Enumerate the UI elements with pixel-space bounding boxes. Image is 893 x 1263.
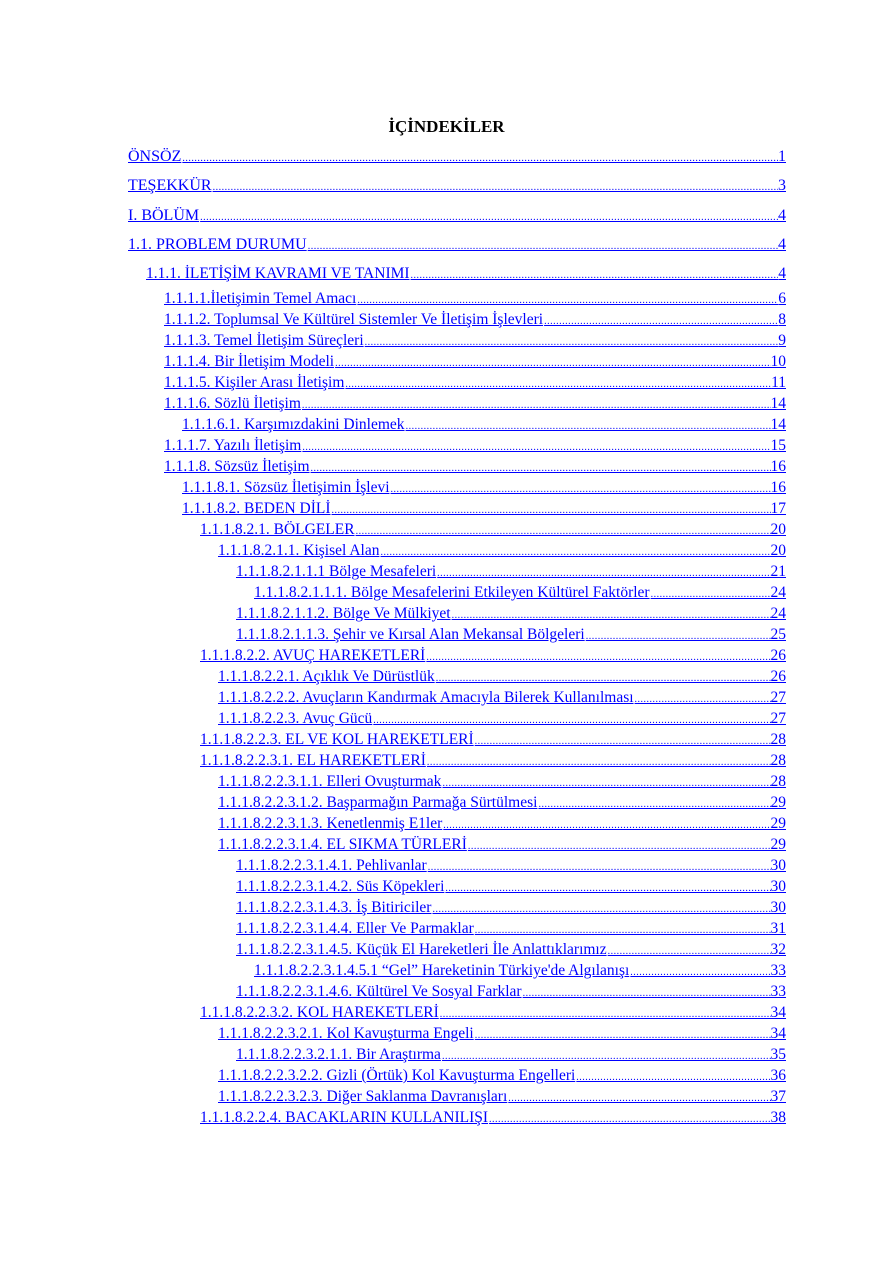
toc-entry-page: 9 <box>778 332 786 349</box>
dot-leader <box>199 208 778 228</box>
toc-entry-page: 24 <box>770 605 786 622</box>
dot-leader <box>301 396 771 416</box>
dot-leader <box>372 711 770 731</box>
dot-leader <box>634 690 771 710</box>
toc-entry-page: 16 <box>770 458 786 475</box>
toc-entry-label: 1.1.1.8.2.2.3.2. KOL HAREKETLERİ <box>200 1004 439 1021</box>
toc-entry-page: 15 <box>770 437 786 454</box>
dot-leader <box>405 417 771 437</box>
dot-leader <box>488 1110 770 1130</box>
toc-entry[interactable] <box>128 176 786 198</box>
dot-leader <box>441 1047 771 1067</box>
toc-entry-label: 1.1.1.8.2.2.3.1.2. Başparmağın Parmağa Sürtülmesi <box>218 794 538 811</box>
toc-entry-page: 17 <box>770 500 786 517</box>
dot-leader <box>543 312 778 332</box>
toc-entry-label: 1.1.1.8.2.2.3. EL VE KOL HAREKETLERİ <box>200 731 474 748</box>
toc-entry[interactable] <box>200 1108 786 1130</box>
toc-entry-label: 1.1.1.6.1. Karşımızdakini Dinlemek <box>182 416 405 433</box>
toc-entry[interactable] <box>218 772 786 794</box>
dot-leader <box>435 669 771 689</box>
toc-entry-label: 1.1.1.8.2.1.1.2. Bölge Ve Mülkiyet <box>236 605 451 622</box>
dot-leader <box>629 963 770 983</box>
toc-entry-page: 30 <box>770 857 786 874</box>
toc-entry-label: 1.1.1.8.2.2.3.1.4.5. Küçük El Hareketleri İle Anlattıklarımız <box>236 941 607 958</box>
dot-leader <box>307 237 778 257</box>
toc-entry-page: 4 <box>778 236 786 253</box>
toc-entry-page: 4 <box>778 207 786 224</box>
toc-entry[interactable] <box>128 206 786 228</box>
toc-entry-label: 1.1.1.8.2.2.3.1.4.4. Eller Ve Parmaklar <box>236 920 474 937</box>
toc-entry[interactable] <box>236 1045 786 1067</box>
toc-entry-label: 1.1.1.4. Bir İletişim Modeli <box>164 353 335 370</box>
toc-entry[interactable] <box>236 940 786 962</box>
toc-entry[interactable] <box>218 688 786 710</box>
toc-entry[interactable] <box>182 415 786 437</box>
toc-entry[interactable] <box>200 730 786 752</box>
dot-leader <box>334 354 770 374</box>
toc-entry-label: I. BÖLÜM <box>128 207 200 224</box>
dot-leader <box>427 858 771 878</box>
toc-entry[interactable] <box>236 625 786 647</box>
toc-entry-label: 1.1.1.8.2.2.3.1. EL HAREKETLERİ <box>200 752 426 769</box>
toc-entry-label: 1.1.1.1.İletişimin Temel Amacı <box>164 290 357 307</box>
toc-entry-label: 1.1.1.8.2.2.2. Avuçların Kandırmak Amacıyla Bilerek Kullanılması <box>218 689 634 706</box>
toc-entry-page: 29 <box>770 794 786 811</box>
dot-leader <box>537 795 770 815</box>
dot-leader <box>441 774 770 794</box>
dot-leader <box>607 942 771 962</box>
toc-entry-page: 29 <box>770 815 786 832</box>
toc-entry[interactable] <box>200 520 786 542</box>
toc-entry-label: 1.1.1.8.2.1.1.3. Şehir ve Kırsal Alan Mekansal Bölgeleri <box>236 626 585 643</box>
toc-entry[interactable] <box>164 310 786 332</box>
dot-leader <box>344 375 771 395</box>
toc-entry[interactable] <box>236 877 786 899</box>
toc-entry-label: 1.1.1.8.2.2.3.1.1. Elleri Ovuşturmak <box>218 773 442 790</box>
toc-entry[interactable] <box>218 793 786 815</box>
dot-leader <box>431 900 770 920</box>
toc-entry-page: 28 <box>770 773 786 790</box>
toc-entry-label: 1.1.1.8.2.1.1.1 Bölge Mesafeleri <box>236 563 437 580</box>
dot-leader <box>310 459 771 479</box>
dot-leader <box>439 1005 771 1025</box>
toc-entry-page: 27 <box>770 710 786 727</box>
toc-entry-label: 1.1.1.8.2.2.3. Avuç Gücü <box>218 710 373 727</box>
dot-leader <box>181 149 778 169</box>
dot-leader <box>212 178 778 198</box>
dot-leader <box>426 753 771 773</box>
toc-entry[interactable] <box>236 856 786 878</box>
dot-leader <box>355 522 771 542</box>
toc-entry[interactable] <box>236 604 786 626</box>
toc-entry-page: 30 <box>770 878 786 895</box>
toc-entry-label: 1.1.1.7. Yazılı İletişim <box>164 437 302 454</box>
toc-entry-page: 16 <box>770 479 786 496</box>
toc-entry[interactable] <box>200 1003 786 1025</box>
toc-entry[interactable] <box>218 814 786 836</box>
dot-leader <box>331 501 771 521</box>
toc-entry[interactable] <box>254 583 786 605</box>
toc-entry-label: 1.1. PROBLEM DURUMU <box>128 236 307 253</box>
dot-leader <box>436 564 770 584</box>
toc-entry-page: 33 <box>770 962 786 979</box>
toc-entry-label: 1.1.1.5. Kişiler Arası İletişim <box>164 374 345 391</box>
toc-entry-page: 38 <box>770 1109 786 1126</box>
toc-entry-label: 1.1.1. İLETİŞİM KAVRAMI VE TANIMI <box>146 265 410 282</box>
dot-leader <box>301 438 770 458</box>
toc-entry[interactable] <box>182 478 786 500</box>
dot-leader <box>364 333 779 353</box>
dot-leader <box>390 480 771 500</box>
toc-entry-label: 1.1.1.8.1. Sözsüz İletişimin İşlevi <box>182 479 390 496</box>
toc-entry-page: 33 <box>770 983 786 1000</box>
toc-entry-label: TEŞEKKÜR <box>128 177 212 194</box>
toc-entry-page: 11 <box>771 374 786 391</box>
toc-entry-page: 34 <box>770 1004 786 1021</box>
dot-leader <box>522 984 771 1004</box>
toc-entry-label: 1.1.1.8.2.2.3.1.3. Kenetlenmiş E1ler <box>218 815 443 832</box>
toc-entry-label: 1.1.1.8.2.1.1.1. Bölge Mesafelerini Etkileyen Kültürel Faktörler <box>254 584 650 601</box>
toc-entry-page: 26 <box>770 668 786 685</box>
toc-entry-page: 24 <box>770 584 786 601</box>
toc-entry[interactable] <box>218 709 786 731</box>
toc-entry-page: 4 <box>778 265 786 282</box>
toc-entry-page: 35 <box>770 1046 786 1063</box>
toc-entry-page: 14 <box>770 416 786 433</box>
dot-leader <box>444 879 770 899</box>
toc-entry-label: ÖNSÖZ <box>128 148 182 165</box>
toc-entry-page: 14 <box>770 395 786 412</box>
toc-entry-page: 27 <box>770 689 786 706</box>
dot-leader <box>425 648 770 668</box>
toc-entry[interactable] <box>218 667 786 689</box>
page-title: İÇİNDEKİLER <box>388 117 505 136</box>
toc-entry-label: 1.1.1.8.2.1. BÖLGELER <box>200 521 355 538</box>
toc-entry-label: 1.1.1.8.2.2.3.2.2. Gizli (Örtük) Kol Kavuşturma Engelleri <box>218 1067 576 1084</box>
toc-entry-page: 3 <box>778 177 786 194</box>
dot-leader <box>474 732 771 752</box>
toc-entry[interactable] <box>128 235 786 257</box>
toc-entry[interactable] <box>236 982 786 1004</box>
toc-entry[interactable] <box>164 394 786 416</box>
toc-entry-label: 1.1.1.8.2.2.3.2.3. Diğer Saklanma Davranışları <box>218 1088 508 1105</box>
toc-entry-label: 1.1.1.8.2.1.1. Kişisel Alan <box>218 542 380 559</box>
toc-entry-page: 30 <box>770 899 786 916</box>
toc-entry[interactable] <box>236 919 786 941</box>
toc-entry[interactable] <box>200 751 786 773</box>
toc-entry-label: 1.1.1.8.2.2.3.1.4.1. Pehlivanlar <box>236 857 427 874</box>
toc-entry[interactable] <box>146 264 786 286</box>
dot-leader <box>451 606 771 626</box>
toc-entry[interactable] <box>164 352 786 374</box>
toc-entry-label: 1.1.1.8.2.2.1. Açıklık Ve Dürüstlük <box>218 668 435 685</box>
toc-entry-label: 1.1.1.8.2.2.3.2.1. Kol Kavuşturma Engeli <box>218 1025 474 1042</box>
dot-leader <box>507 1089 770 1109</box>
dot-leader <box>356 291 778 311</box>
toc-entry-page: 20 <box>770 521 786 538</box>
toc-entry-page: 32 <box>770 941 786 958</box>
toc-entry[interactable] <box>164 289 786 311</box>
toc-entry[interactable] <box>164 331 786 353</box>
dot-leader <box>379 543 770 563</box>
toc-entry[interactable] <box>236 898 786 920</box>
dot-leader <box>650 585 771 605</box>
dot-leader <box>585 627 771 647</box>
toc-entry-label: 1.1.1.8. Sözsüz İletişim <box>164 458 310 475</box>
toc-entry[interactable] <box>200 646 786 668</box>
toc-entry[interactable] <box>128 147 786 169</box>
toc-entry-label: 1.1.1.8.2.2.3.1.4.3. İş Bitiriciler <box>236 899 432 916</box>
toc-entry-page: 28 <box>770 752 786 769</box>
toc-entry-page: 6 <box>778 290 786 307</box>
toc-entry-label: 1.1.1.8.2.2.3.2.1.1. Bir Araştırma <box>236 1046 441 1063</box>
toc-entry-label: 1.1.1.8.2.2.4. BACAKLARIN KULLANILIŞI <box>200 1109 489 1126</box>
toc-entry[interactable] <box>218 1024 786 1046</box>
toc-entry-page: 1 <box>778 148 786 165</box>
toc-entry-label: 1.1.1.8.2. BEDEN DİLİ <box>182 500 331 517</box>
toc-entry-page: 10 <box>770 353 786 370</box>
toc-entry-page: 37 <box>770 1088 786 1105</box>
toc-entry-page: 8 <box>778 311 786 328</box>
toc-entry-page: 25 <box>770 626 786 643</box>
toc-entry-page: 36 <box>770 1067 786 1084</box>
toc-entry-label: 1.1.1.8.2.2.3.1.4. EL SIKMA TÜRLERİ <box>218 836 467 853</box>
toc-entry[interactable] <box>164 373 786 395</box>
toc-entry-page: 29 <box>770 836 786 853</box>
dot-leader <box>474 1026 771 1046</box>
toc-entry-page: 28 <box>770 731 786 748</box>
toc-entry-label: 1.1.1.8.2.2. AVUÇ HAREKETLERİ <box>200 647 426 664</box>
toc-entry-label: 1.1.1.8.2.2.3.1.4.5.1 “Gel” Hareketinin Türkiye'de Algılanışı <box>254 962 630 979</box>
toc-entry[interactable] <box>218 1087 786 1109</box>
toc-entry-label: 1.1.1.8.2.2.3.1.4.6. Kültürel Ve Sosyal Farklar <box>236 983 522 1000</box>
dot-leader <box>467 837 771 857</box>
toc-entry-label: 1.1.1.2. Toplumsal Ve Kültürel Sistemler Ve İletişim İşlevleri <box>164 311 544 328</box>
toc-entry[interactable] <box>218 1066 786 1088</box>
dot-leader <box>442 816 770 836</box>
toc-entry[interactable] <box>182 499 786 521</box>
toc-entry[interactable] <box>254 961 786 983</box>
toc-entry-page: 20 <box>770 542 786 559</box>
toc-entry-label: 1.1.1.3. Temel İletişim Süreçleri <box>164 332 364 349</box>
toc-entry[interactable] <box>164 436 786 458</box>
dot-leader <box>474 921 771 941</box>
toc-entry-page: 21 <box>770 563 786 580</box>
toc-entry-page: 26 <box>770 647 786 664</box>
dot-leader <box>575 1068 770 1088</box>
dot-leader <box>410 266 779 286</box>
toc-entry-label: 1.1.1.6. Sözlü İletişim <box>164 395 301 412</box>
toc-entry-page: 31 <box>770 920 786 937</box>
toc-entry-label: 1.1.1.8.2.2.3.1.4.2. Süs Köpekleri <box>236 878 445 895</box>
toc-entry-page: 34 <box>770 1025 786 1042</box>
toc-entry[interactable] <box>218 835 786 857</box>
toc-entry[interactable] <box>236 562 786 584</box>
toc-entry[interactable] <box>164 457 786 479</box>
toc-entry[interactable] <box>218 541 786 563</box>
